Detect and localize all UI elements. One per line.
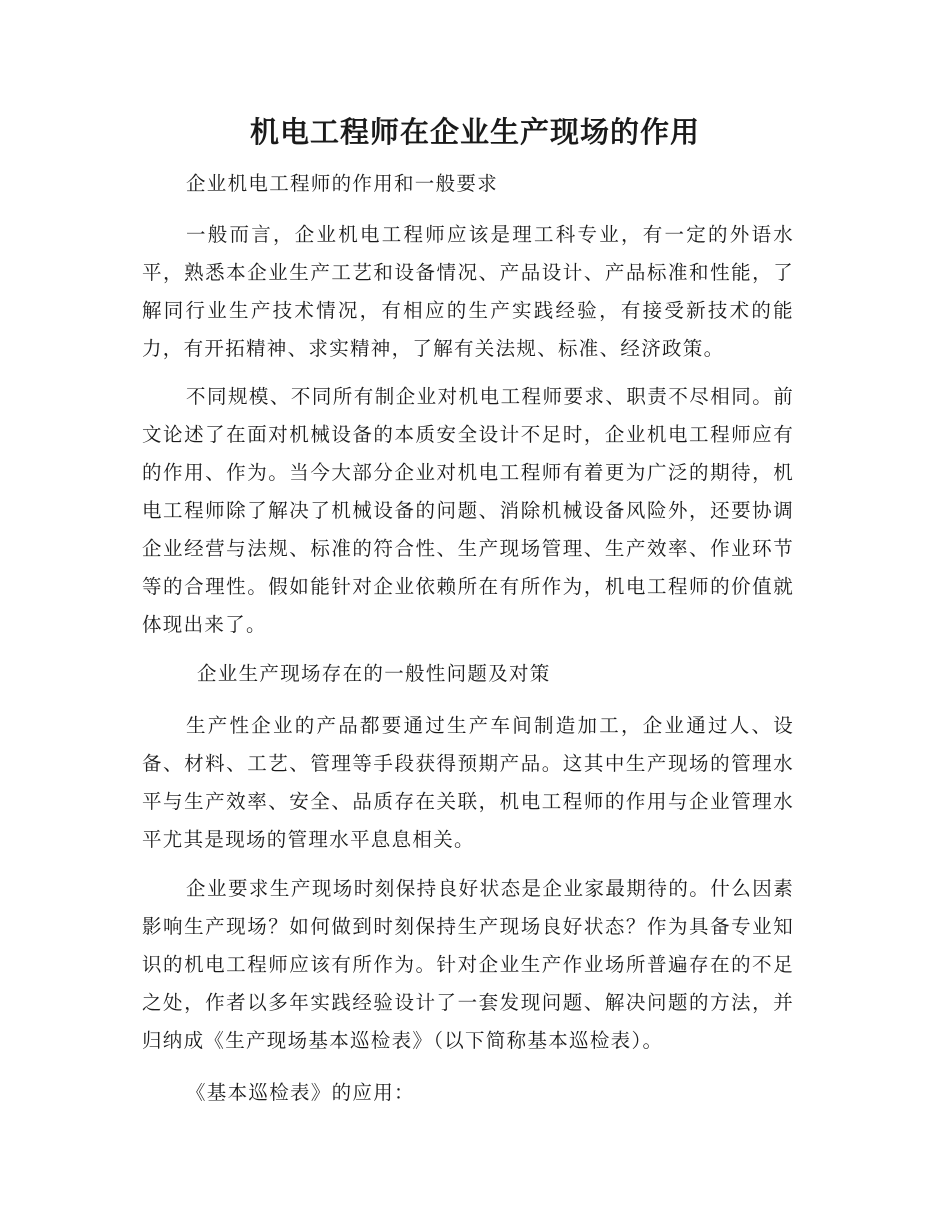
document-title: 机电工程师在企业生产现场的作用 <box>249 115 700 149</box>
section-heading-role: 企业机电工程师的作用和一般要求 <box>186 172 499 195</box>
paragraph-general-requirements: 一般而言，企业机电工程师应该是理工科专业，有一定的外语水平，熟悉本企业生产工艺和设备情况、产品设计、产品标准和性能，了解同行业生产技术情况，有相应的生产实践经验，有接受新技术的能力，有开拓精神、求实精神，了解有关法规、标准、经济政策。 <box>142 223 794 360</box>
paragraph-production-management: 生产性企业的产品都要通过生产车间制造加工，企业通过人、设备、材料、工艺、管理等手段获得预期产品。这其中生产现场的管理水平与生产效率、安全、品质存在关联，机电工程师的作用与企业管理水平尤其是现场的管理水平息息相关。 <box>142 714 794 851</box>
paragraph-inspection-method: 企业要求生产现场时刻保持良好状态是企业家最期待的。什么因素影响生产现场？如何做到时刻保持生产现场良好状态？作为具备专业知识的机电工程师应该有所作为。针对企业生产作业场所普遍存在的不足之处，作者以多年实践经验设计了一套发现问题、解决问题的方法，并归纳成《生产现场基本巡检表》（以下简称基本巡检表）。 <box>142 877 794 1052</box>
section-heading-problems: 企业生产现场存在的一般性问题及对策 <box>197 662 551 685</box>
section-heading-inspection-table: 《基本巡检表》的应用： <box>186 1081 415 1104</box>
paragraph-responsibilities: 不同规模、不同所有制企业对机电工程师要求、职责不尽相同。前文论述了在面对机械设备的本质安全设计不足时，企业机电工程师应有的作用、作为。当今大部分企业对机电工程师有着更为广泛的期待，机电工程师除了解决了机械设备的问题、消除机械设备风险外，还要协调企业经营与法规、标准的符合性、生产现场管理、生产效率、作业环节等的合理性。假如能针对企业依赖所在有所作为，机电工程师的价值就体现出来了。 <box>142 385 794 636</box>
